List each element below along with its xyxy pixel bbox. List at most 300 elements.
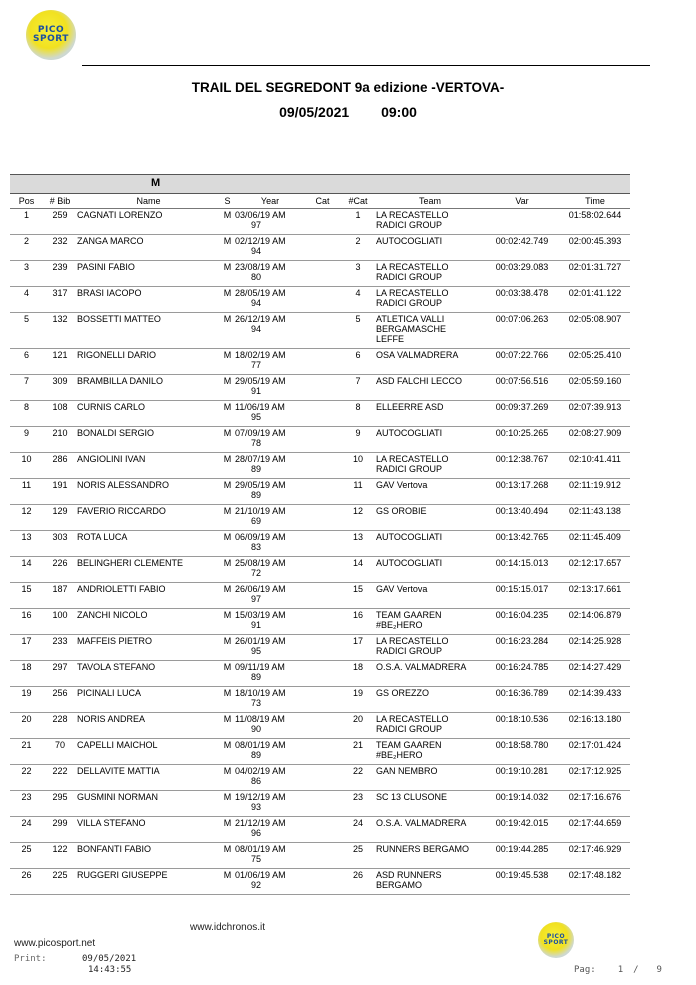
col-cat: Cat bbox=[305, 193, 340, 209]
cell-sex: M bbox=[220, 375, 235, 401]
table-row bbox=[10, 349, 630, 375]
year-ampm: AM bbox=[272, 262, 286, 272]
logo-line2: SPORT bbox=[33, 34, 69, 44]
cell-pos: 14 bbox=[10, 557, 43, 583]
cell-cat bbox=[305, 235, 340, 261]
cell-time: 02:12:17.657 bbox=[560, 557, 630, 583]
year-suffix: 73 bbox=[251, 698, 262, 708]
year-value bbox=[235, 766, 286, 786]
cell-ncat: 20 bbox=[340, 713, 376, 739]
cell-time: 02:00:45.393 bbox=[560, 235, 630, 261]
cell-var: 00:07:22.766 bbox=[484, 349, 560, 375]
table-row bbox=[10, 843, 630, 869]
cell-team bbox=[376, 349, 484, 375]
cell-ncat: 21 bbox=[340, 739, 376, 765]
cell-sex: M bbox=[220, 869, 235, 895]
cell-bib: 122 bbox=[43, 843, 77, 869]
cell-name: ANDRIOLETTI FABIO bbox=[77, 583, 220, 609]
cell-time: 02:01:41.122 bbox=[560, 287, 630, 313]
team-line: #BE₂HERO bbox=[376, 750, 423, 760]
cell-name: BOSSETTI MATTEO bbox=[77, 313, 220, 349]
cell-pos: 11 bbox=[10, 479, 43, 505]
year-value bbox=[235, 454, 286, 474]
year-suffix: 90 bbox=[251, 724, 262, 734]
year-date: 26/01/19 bbox=[235, 636, 271, 646]
cell-year bbox=[235, 505, 305, 531]
year-value bbox=[235, 662, 285, 682]
logo-small-text bbox=[544, 934, 569, 946]
year-suffix: 91 bbox=[251, 386, 262, 396]
table-row bbox=[10, 687, 630, 713]
cell-year bbox=[235, 235, 305, 261]
cell-var: 00:03:38.478 bbox=[484, 287, 560, 313]
year-date: 21/12/19 bbox=[235, 818, 271, 828]
year-value bbox=[235, 236, 286, 256]
cell-ncat: 11 bbox=[340, 479, 376, 505]
team-line: RUNNERS BERGAMO bbox=[376, 844, 470, 854]
team-line: #BE₂HERO bbox=[376, 620, 423, 630]
cell-ncat: 19 bbox=[340, 687, 376, 713]
team-line: GAN NEMBRO bbox=[376, 766, 438, 776]
cell-pos: 1 bbox=[10, 209, 43, 235]
table-row bbox=[10, 479, 630, 505]
year-date: 29/05/19 bbox=[235, 376, 271, 386]
year-value bbox=[235, 506, 286, 526]
table-row bbox=[10, 661, 630, 687]
year-ampm: AM bbox=[272, 766, 286, 776]
table-row bbox=[10, 765, 630, 791]
cell-bib: 132 bbox=[43, 313, 77, 349]
page-indicator bbox=[574, 965, 662, 975]
cell-team bbox=[376, 739, 484, 765]
cell-team bbox=[376, 427, 484, 453]
cell-sex: M bbox=[220, 635, 235, 661]
cell-sex: M bbox=[220, 791, 235, 817]
cell-time: 02:11:19.912 bbox=[560, 479, 630, 505]
year-ampm: AM bbox=[272, 636, 286, 646]
cell-time: 02:17:46.929 bbox=[560, 843, 630, 869]
cell-sex: M bbox=[220, 287, 235, 313]
year-ampm: AM bbox=[272, 844, 286, 854]
cell-pos: 9 bbox=[10, 427, 43, 453]
year-ampm: AM bbox=[272, 480, 286, 490]
cell-sex: M bbox=[220, 687, 235, 713]
team-line: GS OREZZO bbox=[376, 688, 430, 698]
cell-team bbox=[376, 661, 484, 687]
table-row bbox=[10, 505, 630, 531]
table-row bbox=[10, 313, 630, 349]
cell-sex: M bbox=[220, 739, 235, 765]
year-value bbox=[235, 818, 286, 838]
year-ampm: AM bbox=[272, 210, 286, 220]
cell-sex: M bbox=[220, 505, 235, 531]
cell-name: NORIS ALESSANDRO bbox=[77, 479, 220, 505]
cell-pos: 5 bbox=[10, 313, 43, 349]
year-suffix: 89 bbox=[251, 672, 262, 682]
cell-sex: M bbox=[220, 427, 235, 453]
cell-var: 00:15:15.017 bbox=[484, 583, 560, 609]
cell-var: 00:16:23.284 bbox=[484, 635, 560, 661]
cell-var: 00:18:58.780 bbox=[484, 739, 560, 765]
cell-cat bbox=[305, 661, 340, 687]
cell-name: NORIS ANDREA bbox=[77, 713, 220, 739]
cell-var: 00:09:37.269 bbox=[484, 401, 560, 427]
cell-cat bbox=[305, 687, 340, 713]
category-label: M bbox=[151, 177, 161, 189]
year-date: 23/08/19 bbox=[235, 262, 271, 272]
cell-pos: 25 bbox=[10, 843, 43, 869]
cell-pos: 21 bbox=[10, 739, 43, 765]
table-row bbox=[10, 401, 630, 427]
team-line: GAV Vertova bbox=[376, 584, 428, 594]
year-suffix: 77 bbox=[251, 360, 262, 370]
col-team: Team bbox=[376, 193, 484, 209]
team-line: LA RECASTELLO bbox=[376, 262, 449, 272]
table-row bbox=[10, 375, 630, 401]
cell-var: 00:19:42.015 bbox=[484, 817, 560, 843]
cell-ncat: 7 bbox=[340, 375, 376, 401]
year-value bbox=[235, 402, 285, 422]
cell-bib: 233 bbox=[43, 635, 77, 661]
year-ampm: AM bbox=[272, 454, 286, 464]
year-suffix: 97 bbox=[251, 220, 262, 230]
year-ampm: AM bbox=[271, 402, 285, 412]
table-row bbox=[10, 557, 630, 583]
logo-text bbox=[33, 26, 69, 44]
cell-team bbox=[376, 557, 484, 583]
footer-site: www.picosport.net bbox=[14, 938, 96, 949]
cell-name: CAGNATI LORENZO bbox=[77, 209, 220, 235]
cell-sex: M bbox=[220, 261, 235, 287]
cell-team bbox=[376, 375, 484, 401]
cell-ncat: 9 bbox=[340, 427, 376, 453]
cell-pos: 6 bbox=[10, 349, 43, 375]
cell-pos: 13 bbox=[10, 531, 43, 557]
team-line: LEFFE bbox=[376, 334, 405, 344]
cell-ncat: 8 bbox=[340, 401, 376, 427]
cell-team bbox=[376, 791, 484, 817]
year-date: 18/02/19 bbox=[235, 350, 271, 360]
cell-name: TAVOLA STEFANO bbox=[77, 661, 220, 687]
team-line: GS OROBIE bbox=[376, 506, 427, 516]
cell-name: VILLA STEFANO bbox=[77, 817, 220, 843]
cell-cat bbox=[305, 713, 340, 739]
col-time: Time bbox=[560, 193, 630, 209]
cell-var: 00:19:14.032 bbox=[484, 791, 560, 817]
cell-cat bbox=[305, 261, 340, 287]
cell-bib: 239 bbox=[43, 261, 77, 287]
cell-bib: 299 bbox=[43, 817, 77, 843]
team-line: ASD RUNNERS bbox=[376, 870, 442, 880]
table-row bbox=[10, 583, 630, 609]
cell-name: DELLAVITE MATTIA bbox=[77, 765, 220, 791]
year-value bbox=[235, 740, 286, 760]
cell-pos: 15 bbox=[10, 583, 43, 609]
cell-time: 02:11:45.409 bbox=[560, 531, 630, 557]
year-value bbox=[235, 532, 286, 552]
cell-var: 00:07:56.516 bbox=[484, 375, 560, 401]
year-date: 29/05/19 bbox=[235, 480, 271, 490]
cell-pos: 10 bbox=[10, 453, 43, 479]
cell-year bbox=[235, 479, 305, 505]
team-line: BERGAMO bbox=[376, 880, 423, 890]
logo-line1: PICO bbox=[37, 25, 65, 35]
cell-sex: M bbox=[220, 479, 235, 505]
cell-time: 02:05:08.907 bbox=[560, 313, 630, 349]
year-date: 28/05/19 bbox=[235, 288, 271, 298]
cell-year bbox=[235, 791, 305, 817]
picosport-logo-small bbox=[538, 922, 574, 958]
category-bar bbox=[10, 174, 630, 194]
table-header-row bbox=[10, 193, 630, 209]
cell-ncat: 1 bbox=[340, 209, 376, 235]
team-line: ASD FALCHI LECCO bbox=[376, 376, 463, 386]
cell-bib: 232 bbox=[43, 235, 77, 261]
cell-year bbox=[235, 453, 305, 479]
cell-ncat: 10 bbox=[340, 453, 376, 479]
year-suffix: 83 bbox=[251, 542, 262, 552]
cell-cat bbox=[305, 287, 340, 313]
year-date: 01/06/19 bbox=[235, 870, 271, 880]
year-ampm: AM bbox=[272, 584, 286, 594]
cell-cat bbox=[305, 765, 340, 791]
year-ampm: AM bbox=[272, 558, 286, 568]
cell-ncat: 2 bbox=[340, 235, 376, 261]
team-line: AUTOCOGLIATI bbox=[376, 236, 443, 246]
table-row bbox=[10, 453, 630, 479]
cell-team bbox=[376, 531, 484, 557]
cell-sex: M bbox=[220, 209, 235, 235]
cell-sex: M bbox=[220, 843, 235, 869]
cell-year bbox=[235, 765, 305, 791]
cell-team bbox=[376, 765, 484, 791]
cell-var: 00:10:25.265 bbox=[484, 427, 560, 453]
team-line: O.S.A. VALMADRERA bbox=[376, 662, 467, 672]
cell-var: 00:13:17.268 bbox=[484, 479, 560, 505]
cell-var: 00:13:42.765 bbox=[484, 531, 560, 557]
cell-cat bbox=[305, 557, 340, 583]
cell-time: 02:05:59.160 bbox=[560, 375, 630, 401]
table-row bbox=[10, 531, 630, 557]
year-date: 08/01/19 bbox=[235, 844, 271, 854]
year-value bbox=[235, 314, 286, 334]
cell-ncat: 17 bbox=[340, 635, 376, 661]
cell-bib: 222 bbox=[43, 765, 77, 791]
table-row bbox=[10, 713, 630, 739]
year-value bbox=[235, 210, 286, 230]
team-line: TEAM GAAREN bbox=[376, 740, 442, 750]
cell-team bbox=[376, 313, 484, 349]
cell-year bbox=[235, 843, 305, 869]
cell-team bbox=[376, 687, 484, 713]
cell-name: GUSMINI NORMAN bbox=[77, 791, 220, 817]
cell-sex: M bbox=[220, 583, 235, 609]
team-line: RADICI GROUP bbox=[376, 724, 443, 734]
cell-year bbox=[235, 209, 305, 235]
table-row bbox=[10, 609, 630, 635]
cell-cat bbox=[305, 791, 340, 817]
cell-year bbox=[235, 375, 305, 401]
year-ampm: AM bbox=[272, 792, 286, 802]
cell-name: BONFANTI FABIO bbox=[77, 843, 220, 869]
year-ampm: AM bbox=[272, 818, 286, 828]
table-row bbox=[10, 235, 630, 261]
cell-sex: M bbox=[220, 609, 235, 635]
cell-name: RUGGERI GIUSEPPE bbox=[77, 869, 220, 895]
cell-var: 00:12:38.767 bbox=[484, 453, 560, 479]
cell-pos: 17 bbox=[10, 635, 43, 661]
year-ampm: AM bbox=[272, 376, 286, 386]
year-value bbox=[235, 288, 286, 308]
cell-ncat: 15 bbox=[340, 583, 376, 609]
year-ampm: AM bbox=[272, 870, 286, 880]
cell-bib: 256 bbox=[43, 687, 77, 713]
table-row bbox=[10, 427, 630, 453]
cell-ncat: 22 bbox=[340, 765, 376, 791]
table-row bbox=[10, 209, 630, 235]
page-title: TRAIL DEL SEGREDONT 9a edizione -VERTOVA- bbox=[191, 80, 505, 95]
cell-cat bbox=[305, 817, 340, 843]
team-line: AUTOCOGLIATI bbox=[376, 532, 443, 542]
year-ampm: AM bbox=[271, 662, 285, 672]
team-line: LA RECASTELLO bbox=[376, 288, 449, 298]
cell-team bbox=[376, 453, 484, 479]
cell-sex: M bbox=[220, 235, 235, 261]
cell-time: 02:11:43.138 bbox=[560, 505, 630, 531]
cell-ncat: 18 bbox=[340, 661, 376, 687]
year-date: 26/12/19 bbox=[235, 314, 271, 324]
cell-time: 01:58:02.644 bbox=[560, 209, 630, 235]
cell-time: 02:17:44.659 bbox=[560, 817, 630, 843]
year-suffix: 96 bbox=[251, 828, 262, 838]
cell-bib: 100 bbox=[43, 609, 77, 635]
cell-ncat: 4 bbox=[340, 287, 376, 313]
year-suffix: 94 bbox=[251, 324, 262, 334]
year-ampm: AM bbox=[272, 314, 286, 324]
footer-url: www.idchronos.it bbox=[190, 922, 266, 933]
team-line: LA RECASTELLO bbox=[376, 210, 449, 220]
col-pos: Pos bbox=[10, 193, 43, 209]
cell-sex: M bbox=[220, 765, 235, 791]
year-suffix: 69 bbox=[251, 516, 262, 526]
cell-bib: 121 bbox=[43, 349, 77, 375]
year-suffix: 95 bbox=[251, 646, 262, 656]
year-value bbox=[235, 714, 285, 734]
cell-pos: 3 bbox=[10, 261, 43, 287]
year-date: 28/07/19 bbox=[235, 454, 271, 464]
print-date: 09/05/2021 bbox=[82, 954, 137, 964]
cell-cat bbox=[305, 505, 340, 531]
cell-team bbox=[376, 235, 484, 261]
cell-sex: M bbox=[220, 661, 235, 687]
year-value bbox=[235, 558, 286, 578]
year-value bbox=[235, 636, 286, 656]
year-value bbox=[235, 480, 286, 500]
cell-bib: 70 bbox=[43, 739, 77, 765]
year-suffix: 92 bbox=[251, 880, 262, 890]
cell-year bbox=[235, 261, 305, 287]
cell-year bbox=[235, 661, 305, 687]
year-date: 09/11/19 bbox=[235, 662, 270, 672]
cell-bib: 286 bbox=[43, 453, 77, 479]
year-ampm: AM bbox=[272, 236, 286, 246]
col-sex: S bbox=[220, 193, 235, 209]
cell-sex: M bbox=[220, 557, 235, 583]
team-line: GAV Vertova bbox=[376, 480, 428, 490]
cell-var: 00:19:10.281 bbox=[484, 765, 560, 791]
team-line: LA RECASTELLO bbox=[376, 636, 449, 646]
year-date: 08/01/19 bbox=[235, 740, 271, 750]
team-line: BERGAMASCHE bbox=[376, 324, 447, 334]
cell-var: 00:02:42.749 bbox=[484, 235, 560, 261]
year-suffix: 95 bbox=[251, 412, 262, 422]
year-suffix: 93 bbox=[251, 802, 262, 812]
cell-year bbox=[235, 349, 305, 375]
picosport-logo bbox=[26, 10, 76, 60]
year-suffix: 89 bbox=[251, 750, 262, 760]
year-date: 26/06/19 bbox=[235, 584, 271, 594]
team-line: LA RECASTELLO bbox=[376, 714, 449, 724]
cell-time: 02:14:25.928 bbox=[560, 635, 630, 661]
cell-team bbox=[376, 635, 484, 661]
cell-bib: 228 bbox=[43, 713, 77, 739]
year-suffix: 91 bbox=[251, 620, 262, 630]
table-row bbox=[10, 791, 630, 817]
year-suffix: 86 bbox=[251, 776, 262, 786]
cell-ncat: 13 bbox=[340, 531, 376, 557]
cell-team bbox=[376, 209, 484, 235]
cell-sex: M bbox=[220, 401, 235, 427]
cell-time: 02:08:27.909 bbox=[560, 427, 630, 453]
cell-pos: 8 bbox=[10, 401, 43, 427]
table-row bbox=[10, 287, 630, 313]
year-ampm: AM bbox=[272, 532, 286, 542]
cell-pos: 26 bbox=[10, 869, 43, 895]
cell-year bbox=[235, 557, 305, 583]
team-line: RADICI GROUP bbox=[376, 220, 443, 230]
cell-ncat: 25 bbox=[340, 843, 376, 869]
cell-cat bbox=[305, 609, 340, 635]
cell-var: 00:16:36.789 bbox=[484, 687, 560, 713]
cell-bib: 295 bbox=[43, 791, 77, 817]
cell-bib: 108 bbox=[43, 401, 77, 427]
cell-team bbox=[376, 505, 484, 531]
cell-year bbox=[235, 635, 305, 661]
col-name: Name bbox=[77, 193, 220, 209]
cell-cat bbox=[305, 313, 340, 349]
year-date: 04/02/19 bbox=[235, 766, 271, 776]
cell-year bbox=[235, 687, 305, 713]
cell-name: BRASI IACOPO bbox=[77, 287, 220, 313]
race-date: 09/05/2021 bbox=[279, 104, 350, 120]
cell-name: ZANGA MARCO bbox=[77, 235, 220, 261]
cell-time: 02:14:39.433 bbox=[560, 687, 630, 713]
year-value bbox=[235, 350, 286, 370]
cell-cat bbox=[305, 583, 340, 609]
col-var: Var bbox=[484, 193, 560, 209]
print-time: 14:43:55 bbox=[88, 965, 132, 975]
cell-ncat: 5 bbox=[340, 313, 376, 349]
cell-cat bbox=[305, 401, 340, 427]
year-suffix: 89 bbox=[251, 464, 262, 474]
year-ampm: AM bbox=[272, 688, 286, 698]
table-row bbox=[10, 635, 630, 661]
cell-year bbox=[235, 313, 305, 349]
logo-small-line2: SPORT bbox=[543, 939, 569, 946]
year-ampm: AM bbox=[272, 506, 286, 516]
year-value bbox=[235, 792, 286, 812]
year-suffix: 72 bbox=[251, 568, 262, 578]
